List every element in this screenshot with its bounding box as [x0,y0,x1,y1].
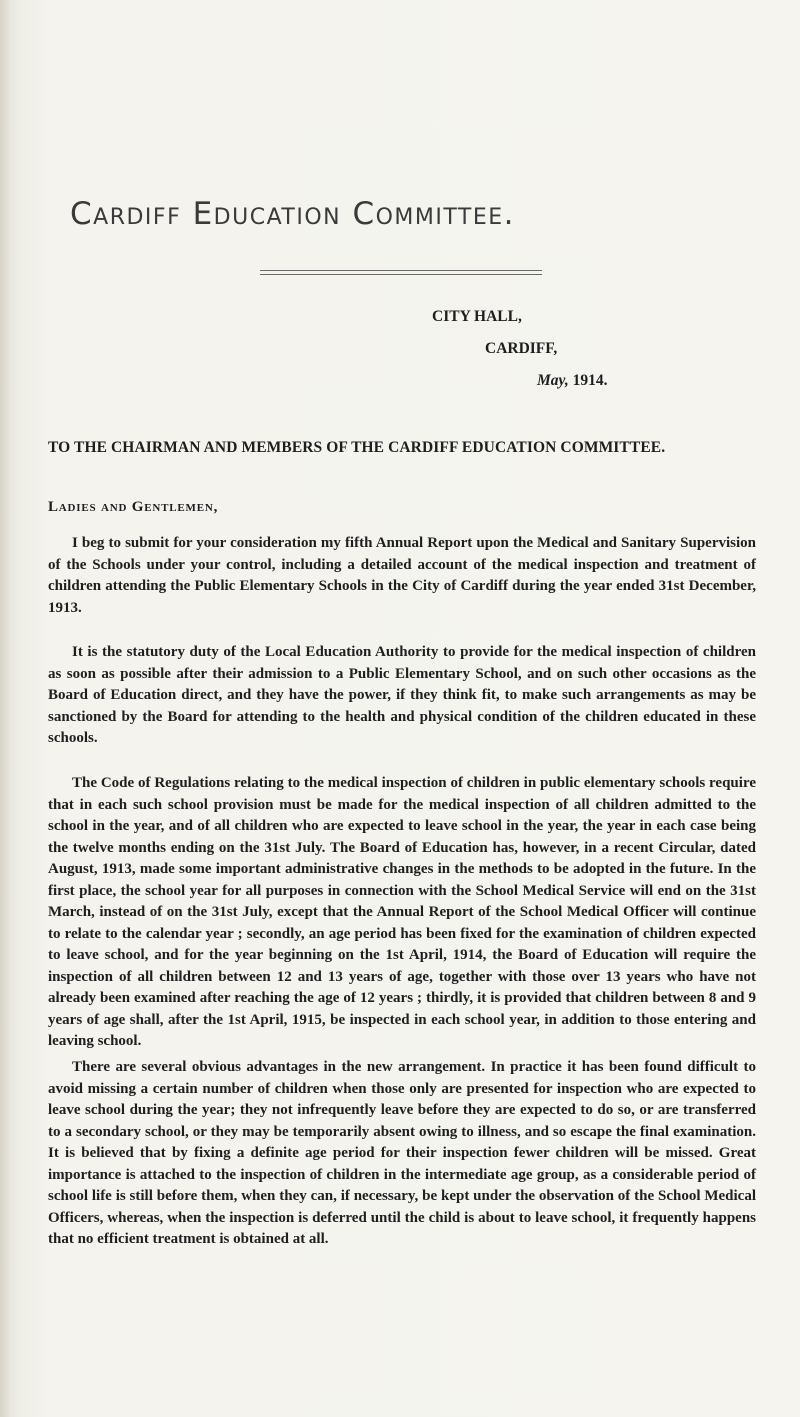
address-line-city-hall: CITY HALL, [432,308,522,325]
letter-date-year: 1914. [572,372,608,389]
paragraph-1: I beg to submit for your consideration my fifth Annual Report upon the Medical and Sanitary Supervision of the Schools under your control, including a detailed account of the medical inspection and treatment of children attending the Public Elementary Schools in the City of Cardiff during the year ended 31st December, 1913. [48,535,756,616]
paragraph-2: It is the statutory duty of the Local Education Authority to provide for the medical inspection of children as soon as possible after their admission to a Public Elementary School, and on such other occasions as the Board of Education direct, and they have the power, if they think fit, to make such arrangements as may be sanctioned by the Board for attending to the health and physical condition of the children educated in these schools. [48,644,756,746]
paragraph-4: There are several obvious advantages in the new arrangement. In practice it has been found difficult to avoid missing a certain number of children when those only are presented for inspection who are expected to leave school during the year; they not infrequently leave before they are expected to do so, or are transferred to a secondary school, or they may be temporarily absent owing to illness, and so escape the final examination. It is believed that by fixing a definite age period for their inspection fewer children will be missed. Great importance is attached to the inspection of children in the intermediate age group, as a considerable period of school life is still before them, when they can, if necessary, be kept under the observation of the School Medical Officers, whereas, when the inspection is deferred until the child is about to leave school, it frequently happens that no efficient treatment is obtained at all. [48,1059,756,1247]
letter-date-month: May, [537,372,569,389]
addressee-line: TO THE CHAIRMAN AND MEMBERS OF THE CARDIFF EDUCATION COMMITTEE. [48,439,666,456]
salutation: Ladies and Gentlemen, [48,499,219,515]
committee-heading: Cardiff Education Committee. [70,196,516,232]
double-rule-bottom [260,274,542,275]
page-binding-edge [0,0,10,1417]
paragraph-3: The Code of Regulations relating to the medical inspection of children in public elementary schools require that in each such school provision must be made for the medical inspection of all children admitted to the school in the year, and of all children who are expected to leave school in the year, the year in each case being the twelve months ending on the 31st July. The Board of Education has, however, in a recent Circular, dated August, 1913, made some important administrative changes in the methods to be adopted in the future. In the first place, the school year for all purposes in connection with the School Medical Service will end on the 31st March, instead of on the 31st July, except that the Annual Report of the School Medical Officer will continue to relate to the calendar year ; secondly, an age period has been fixed for the examination of children expected to leave school, and for the year beginning on the 1st April, 1914, the Board of Education will require the inspection of all children between 12 and 13 years of age, together with those over 13 years who have not already been examined after reaching the age of 12 years ; thirdly, it is provided that children between 8 and 9 years of age shall, after the 1st April, 1915, be inspected in each school year, in addition to those entering and leaving school. [48,775,756,1049]
letter-date [537,372,607,390]
address-line-cardiff: CARDIFF, [485,340,558,357]
double-rule-top [260,270,542,271]
